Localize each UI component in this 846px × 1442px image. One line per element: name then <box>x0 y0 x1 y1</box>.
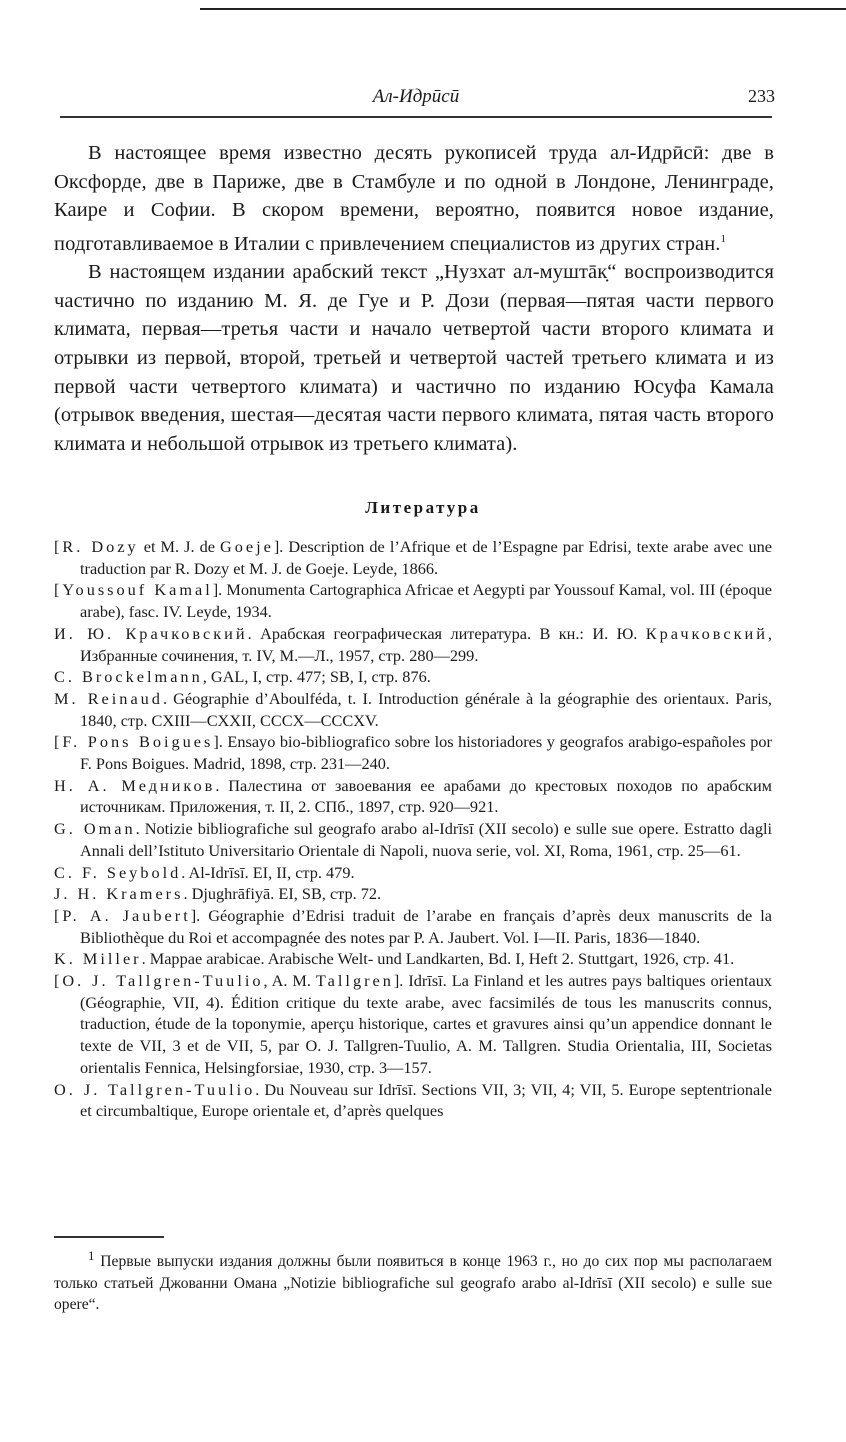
ref-author: C. Brockelmann <box>54 667 203 687</box>
ref-author: G. Oman <box>54 819 136 839</box>
ref-author: Н. А. Медников <box>54 775 216 795</box>
ref-author: K. Miller <box>54 949 142 969</box>
ref-text: . Mappae arabicae. Arabische Welt- und Landkarten, Bd. I, Heft 2. Stuttgart, 1926, стр. 41. <box>141 949 735 969</box>
paragraph-edition <box>54 258 774 458</box>
reference-item <box>54 731 772 774</box>
header-rule <box>60 116 772 118</box>
reference-item <box>54 579 772 622</box>
footnote-number: 1 <box>88 1248 95 1263</box>
reference-item <box>54 1079 772 1122</box>
literature-list <box>54 536 772 1122</box>
reference-item <box>54 536 772 579</box>
ref-author: J. H. Kramers <box>54 884 184 904</box>
ref-text: . Du Nouveau sur Idrīsī. Sections VII, 3; VII, 4; VII, 5. Europe septentrionale et circumbaltique, Europe orientale et, d’après quelques <box>80 1079 773 1121</box>
ref-text: ]. Ensayo bio-bibliografico sobre los historiadores y geografos arabigo-españoles por F. Pons Boigues. Madrid, 1898, стр. 231—240. <box>80 732 772 774</box>
ref-text: . Notizie bibliografiche sul geografo arabo al-Idrīsī (XII secolo) e sulle sue opere. Estratto dagli Annali dell’Istituto Universitario Orientale di Napoli, nuova serie, vol. XI, Roma, 1961, стр. 25—61. <box>80 819 773 860</box>
ref-author: И. Ю. Крачковский <box>54 623 248 643</box>
ref-author: Goeje <box>219 537 274 556</box>
paragraph-manuscripts <box>54 139 774 258</box>
ref-text: , GAL, I, стр. 477; SB, I, стр. 876. <box>202 667 431 687</box>
footnote-marker: 1 <box>720 232 727 245</box>
ref-text: ]. Monumenta Cartographica Africae et Aegypti par Youssouf Kamal, vol. III (époque arabe), fasc. IV. Leyde, 1934. <box>80 580 772 622</box>
ref-author: [P. A. Jaubert <box>54 905 191 925</box>
reference-item <box>54 862 772 884</box>
paragraph-text: В настоящем издании арабский текст „Нузхат ал-муштāк̣“ воспроизводится частично по изданию М. Я. де Гуе и Р. Дози (первая—пятая части первого климата, первая—третья части и начало четвертой части второго климата и отрывки из первой, второй, третьей и четвертой частей третьего климата и из первой части четвертого климата) и частично по изданию Юсуфа Камала (отрывок введения, шестая—десятая части первого климата, пятая часть второго климата и небольшой отрывок из третьего климата). <box>54 261 774 455</box>
footnote-rule <box>54 1236 164 1238</box>
ref-text: . Djughrāfiyā. EI, SB, стр. 72. <box>183 884 382 904</box>
ref-author: [Youssouf Kamal <box>54 580 213 600</box>
ref-author: M. Reinaud <box>54 688 163 708</box>
ref-text: . Арабская географическая литература. В кн.: И. Ю. <box>247 623 646 643</box>
reference-item <box>54 905 772 948</box>
paragraph-text: В настоящее время известно десять рукописей труда ал-Идрӣсӣ: две в Оксфорде, две в Париже, две в Стамбуле и по одной в Лондоне, Ленинграде, Каире и Софии. В скором времени, вероятно, появится новое издание, подготавливаемое в Италии с привлечением специалистов из других стран. <box>54 142 774 255</box>
ref-author: [O. J. Tallgren-Tuulio <box>54 971 264 991</box>
ref-text: . Палестина от завоевания ее арабами до крестовых походов по арабским источникам. Приложения, т. II, 2. СПб., 1897, стр. 920—921. <box>80 775 772 817</box>
main-text <box>54 139 774 458</box>
running-title: Ал-Идрӣсӣ <box>372 86 460 107</box>
ref-text: ]. Géographie d’Edrisi traduit de l’arabe en français d’après deux manuscrits de la Bibliothèque du Roi et accompagnée des notes par P. A. Jaubert. Vol. I—II. Paris, 1836—1840. <box>80 905 772 947</box>
reference-item <box>54 883 772 905</box>
reference-item <box>54 948 772 970</box>
reference-item <box>54 623 772 666</box>
ref-text: , A. M. <box>263 971 316 991</box>
ref-text: ]. Description de l’Afrique et de l’Espagne par Edrisi, texte arabe avec une traduction par R. Dozy et M. J. de Goeje. Leyde, 1866. <box>80 537 773 578</box>
page-number: 233 <box>748 86 775 106</box>
reference-item <box>54 666 772 688</box>
ref-author: [R. Dozy <box>54 537 139 556</box>
ref-author: Tallgren <box>315 971 394 991</box>
ref-author: C. F. Seybold <box>54 862 182 882</box>
ref-text: et M. J. de <box>138 537 220 556</box>
ref-author: O. J. Tallgren-Tuulio <box>54 1079 256 1099</box>
ref-author: [F. Pons Boigues <box>54 732 214 752</box>
ref-text: . Géographie d’Aboulféda, t. I. Introduction générale à la géographie des orientaux. Paris, 1840, стр. CXIII—CXXII, CCCX—CCCXV. <box>80 688 772 730</box>
footnote-text: Первые выпуски издания должны были появиться в конце 1963 г., но до сих пор мы располагаем только статьей Джованни Омана „Notizie bibliografiche sul geografo arabo al-Idrīsī (XII secolo) e sulle sue opere“. <box>54 1253 773 1314</box>
reference-item <box>54 970 772 1079</box>
literature-heading: Литература <box>365 498 481 517</box>
reference-item <box>54 775 772 818</box>
ref-text: ]. Idrīsī. La Finland et les autres pays baltiques orientaux (Géographie, VII, 4). Édition critique du texte arabe, avec facsimilés de tous les manuscrits connus, traduction, étude de la toponymie, aperçu historique, cartes et gravures ainsi qu’un appendice donnant le texte de VII, 3 et de VII, 5, par O. J. Tallgren-Tuulio, A. M. Tallgren. Studia Orientalia, III, Societas orientalis Fennica, Helsingforsiae, 1930, стр. 3—157. <box>80 971 772 1077</box>
ref-author: Крачковский <box>645 623 768 643</box>
page-header <box>60 86 775 112</box>
ref-text: . Al-Idrīsī. EI, II, стр. 479. <box>181 862 355 882</box>
top-edge-rule <box>200 8 846 10</box>
reference-item <box>54 688 772 731</box>
reference-item <box>54 818 772 861</box>
footnote <box>54 1245 772 1316</box>
ref-text: , Избранные сочинения, т. IV, М.—Л., 1957, стр. 280—299. <box>80 623 772 665</box>
